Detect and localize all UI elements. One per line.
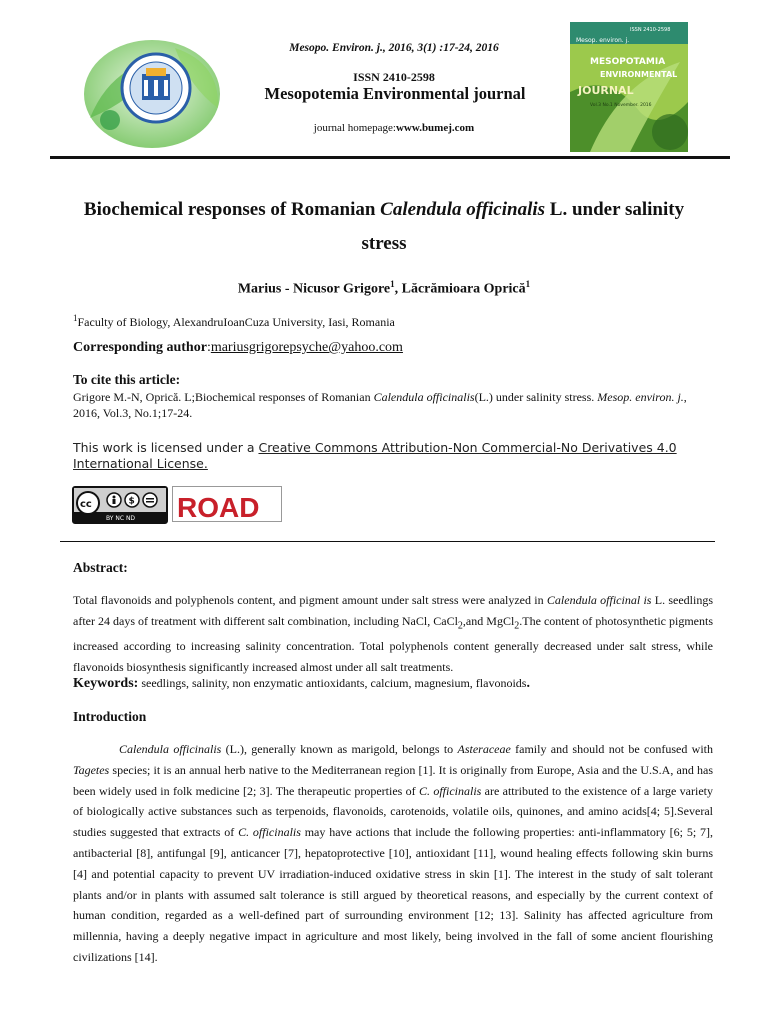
homepage-label: journal homepage: [313,122,396,134]
intro-seg-3: species; it is an annual herb native to the Mediterranean region [1]. It is originally from Europe, Asia and the U.S.A, and has been widely used in folk medicine [2; 3]. The therapeutic properties of [73,762,713,798]
cover-volume: Vol.3 No.1 November. 2016 [590,103,652,108]
affiliation-number: 1 [73,313,78,323]
journal-citation-line: Mesopo. Environ. j., 2016, 3(1) :17-24, 2016 [289,42,499,54]
svg-text:$: $ [128,496,135,507]
cover-title-3: JOURNAL [578,84,634,97]
cite-text-b: (L.) under salinity stress. [474,390,598,404]
journal-name: Mesopotemia Environmental journal [264,84,526,103]
license-link[interactable]: Creative Commons Attribution-Non Commercial-No Derivatives 4.0 International License. [73,440,677,471]
cite-text-a: Grigore M.-N, Oprică. L;Biochemical responses of Romanian [73,390,374,404]
cite-species: Calendula officinalis [373,390,475,404]
intro-seg-2: family and should not be confused with [510,742,714,756]
abstract-text [73,590,713,678]
section-rule [60,541,715,542]
intro-species: Calendula officinalis [119,742,222,756]
road-badge-text: ROAD [177,492,260,521]
university-logo [80,28,230,152]
article-title [60,193,708,261]
introduction-heading: Introduction [73,709,147,724]
cc-license-badge[interactable] [72,486,168,524]
abstract-seg-4: .The content of photosynthetic pigments increased according to increasing salinity concentration. Total polyphenols content generally decreased under salt stress, while flavonoids biosynthesis significantly increased almost under all salt treatments. [73,614,713,675]
corr-email-link[interactable]: mariusgrigorepsyche@yahoo.com [210,340,403,355]
title-text-1: Biochemical responses of Romanian [83,199,381,220]
keywords-label: Keywords: [73,676,139,691]
header-rule [50,156,730,159]
license-statement [73,440,713,472]
title-text-2: L. under salinity stress [361,199,685,254]
intro-tagetes: Tagetes [73,762,110,777]
cover-title-1: MESOPOTAMIA [590,57,666,67]
abstract-seg-3: ,and MgCl [462,614,515,628]
cover-issn: ISSN 2410-2598 [630,27,671,33]
author-separator: , [394,281,402,297]
cover-title-small: Mesop. environ. j. [576,37,630,44]
intro-seg-1: (L.), generally known as marigold, belongs to [221,742,458,756]
intro-species-3: C. officinalis [238,825,301,840]
road-badge[interactable] [172,486,282,522]
cover-title-2: ENVIRONMENTAL [600,70,678,79]
abstract-species: Calendula officinal is [546,593,652,607]
keywords-end: . [526,676,530,691]
journal-cover-image [570,22,688,152]
cc-badge-text: BY NC ND [106,515,136,522]
abstract-seg-2: L. seedlings after 24 days of treatment with different salt combination, including NaCl, CaCl [73,593,714,628]
author-2-affil: 1 [525,279,531,289]
intro-species-2: C. officinalis [418,783,482,798]
authors [60,279,708,298]
keywords-text: seedlings, salinity, non enzymatic antioxidants, calcium, magnesium, flavonoids [138,676,527,690]
abstract-sub-2: 2 [514,620,520,632]
cite-journal: Mesop. environ. j. [597,390,684,404]
cite-text-c: , 2016, Vol.3, No.1;17-24. [73,390,687,420]
author-1-affil: 1 [390,279,395,289]
homepage-link[interactable]: www.bumej.com [395,122,475,134]
abstract-heading: Abstract: [73,560,128,575]
journal-homepage [244,122,544,134]
corr-label: Corresponding author [73,340,207,355]
affiliation-text: Faculty of Biology, AlexandruIoanCuza University, Iasi, Romania [77,315,395,329]
intro-seg-5: may have actions that include the following properties: anti-inflammatory [6; 5; 7], antibacterial [8], antifungal [9], anticancer [7], hepatoprotective [10], antioxidant [11], wound healing effects following skin burns [4] and potential capacity to prevent UV irradiation-induced oxidative stress in skin [1]. The interest in the study of salt tolerant plants and/or in plants with assumed salt tolerance is still argued by theoretical reasons, and especially by the current context of human condition, regarded as a well-defined part of surrounding environment [12; 13]. Salinity has affected agriculture from millennia, having a deeply negative impact in agriculture and most likely, being involved in the fall of some ancient flourishing civilizations [14]. [73,825,713,964]
cite-heading: To cite this article: [73,372,181,387]
abstract-sub-1: 2 [457,620,463,632]
title-species: Calendula officinalis [380,199,546,220]
svg-text:cc: cc [80,499,92,510]
affiliation [73,313,395,330]
intro-family: Asteraceae [457,742,511,756]
introduction-text [73,739,713,968]
author-1: Marius - Nicusor Grigore [237,281,391,297]
citation [73,389,693,421]
keywords [73,676,713,692]
abstract-seg-1: Total flavonoids and polyphenols content, and pigment amount under salt stress were analyzed in [73,593,547,607]
license-text: This work is licensed under a [73,440,259,455]
corresponding-author: Corresponding author:mariusgrigorepsyche@yahoo.com [73,340,403,355]
author-2: Lăcrămioara Oprică [401,281,526,297]
intro-seg-4: are attributed to the existence of a large variety of biologically active substances such as terpenoids, flavonoids, carotenoids, volatile oils, quinones, and amino acids[4; 5].Several studies suggested that extracts of [73,783,713,840]
issn: ISSN 2410-2598 [353,70,435,84]
